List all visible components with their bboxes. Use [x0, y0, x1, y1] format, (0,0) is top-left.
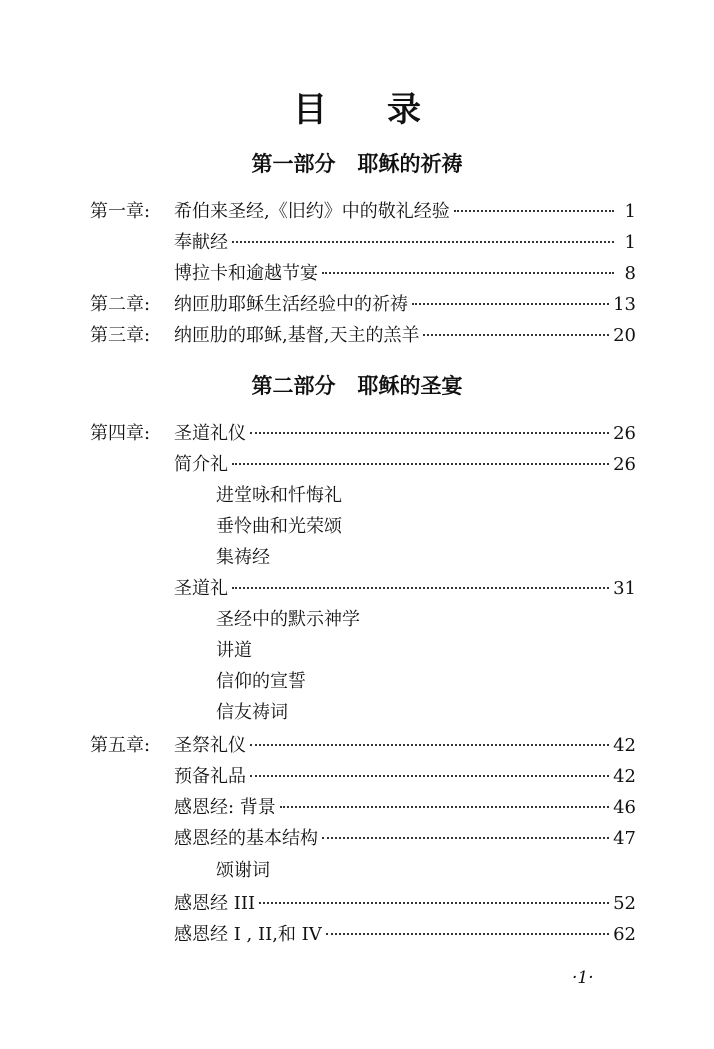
page-number: 1: [624, 201, 636, 222]
part-label: 第一部分: [251, 152, 336, 176]
entry-title: 希伯来圣经,《旧约》中的敬礼经验: [174, 201, 450, 222]
entry-title: 感恩经: 背景: [174, 797, 276, 818]
entry-title: 奉献经: [174, 232, 228, 253]
page-folio: ·1·: [572, 968, 594, 988]
part-name: 耶稣的圣宴: [357, 374, 463, 398]
entry-title: 集祷经: [216, 547, 270, 568]
chapter-label: 第三章:: [90, 325, 151, 346]
entry-title: 博拉卡和逾越节宴: [174, 263, 318, 284]
entry-title: 讲道: [216, 640, 252, 661]
entry-title: 信仰的宣誓: [216, 671, 306, 692]
toc-entry: [90, 451, 636, 479]
entry-title: 圣经中的默示神学: [216, 609, 360, 630]
chapter-label: 第二章:: [90, 294, 151, 315]
entry-title: 预备礼品: [174, 766, 246, 787]
toc-subentry: [90, 544, 636, 572]
toc-entry: [90, 291, 636, 319]
page-number: 20: [613, 325, 636, 346]
dot-leader: [232, 586, 609, 589]
toc-subentry: [90, 668, 636, 696]
dot-leader: [322, 271, 614, 274]
entry-title: 圣道礼: [174, 578, 228, 599]
entry-title: 简介礼: [174, 454, 228, 475]
page-number: 46: [613, 797, 636, 818]
dot-leader: [259, 901, 609, 904]
title-char-1: 目: [293, 90, 327, 130]
toc-entry: [90, 575, 636, 603]
toc-subentry: [90, 699, 636, 727]
toc-entry: [90, 890, 636, 918]
toc-entry: [90, 825, 636, 853]
toc-entry: [90, 794, 636, 822]
part-heading-2: [0, 370, 714, 400]
toc-entry: [90, 420, 636, 448]
toc-entry: [90, 322, 636, 350]
dot-leader: [232, 462, 609, 465]
dot-leader: [326, 932, 609, 935]
toc-subentry: [90, 857, 636, 885]
entry-title: 纳匝肋耶稣生活经验中的祈祷: [174, 294, 408, 315]
entry-title: 信友祷词: [216, 702, 288, 723]
page-number: 62: [613, 924, 636, 945]
part-name: 耶稣的祈祷: [357, 152, 463, 176]
dot-leader: [412, 302, 609, 305]
page-number: 47: [613, 828, 636, 849]
page-title: [0, 82, 714, 131]
entry-title: 进堂咏和忏悔礼: [216, 485, 342, 506]
dot-leader: [250, 431, 609, 434]
dot-leader: [454, 209, 614, 212]
page-number: 52: [613, 893, 636, 914]
page-number: 8: [624, 263, 636, 284]
toc-subentry: [90, 637, 636, 665]
dot-leader: [423, 333, 609, 336]
page-number: 42: [613, 735, 636, 756]
title-char-2: 录: [387, 90, 421, 130]
dot-leader: [250, 743, 609, 746]
entry-title: 垂怜曲和光荣颂: [216, 516, 342, 537]
entry-title: 感恩经 III: [174, 893, 256, 914]
dot-leader: [250, 774, 609, 777]
toc-subentry: [90, 513, 636, 541]
part-label: 第二部分: [251, 374, 336, 398]
toc-entry: [90, 260, 636, 288]
page-number: 1: [624, 232, 636, 253]
toc-entry: [90, 229, 636, 257]
page-number: 26: [613, 423, 636, 444]
dot-leader: [322, 836, 609, 839]
page-number: 42: [613, 766, 636, 787]
toc-entry: [90, 921, 636, 949]
chapter-label: 第四章:: [90, 423, 151, 444]
entry-title: 颂谢词: [216, 860, 270, 881]
page-number: 13: [613, 294, 636, 315]
chapter-label: 第五章:: [90, 735, 151, 756]
entry-title: 感恩经的基本结构: [174, 828, 318, 849]
page-number: 31: [613, 578, 636, 599]
dot-leader: [280, 805, 609, 808]
toc-entry: [90, 732, 636, 760]
entry-title: 圣祭礼仪: [174, 735, 246, 756]
dot-leader: [232, 240, 614, 243]
entry-title: 感恩经 I , II,和 IV: [174, 924, 322, 945]
page-number: 26: [613, 454, 636, 475]
toc-subentry: [90, 606, 636, 634]
toc-subentry: [90, 482, 636, 510]
toc-entry: [90, 763, 636, 791]
chapter-label: 第一章:: [90, 201, 151, 222]
part-heading-1: [0, 148, 714, 178]
toc-entry: [90, 198, 636, 226]
entry-title: 纳匝肋的耶稣,基督,天主的羔羊: [174, 325, 420, 346]
entry-title: 圣道礼仪: [174, 423, 246, 444]
